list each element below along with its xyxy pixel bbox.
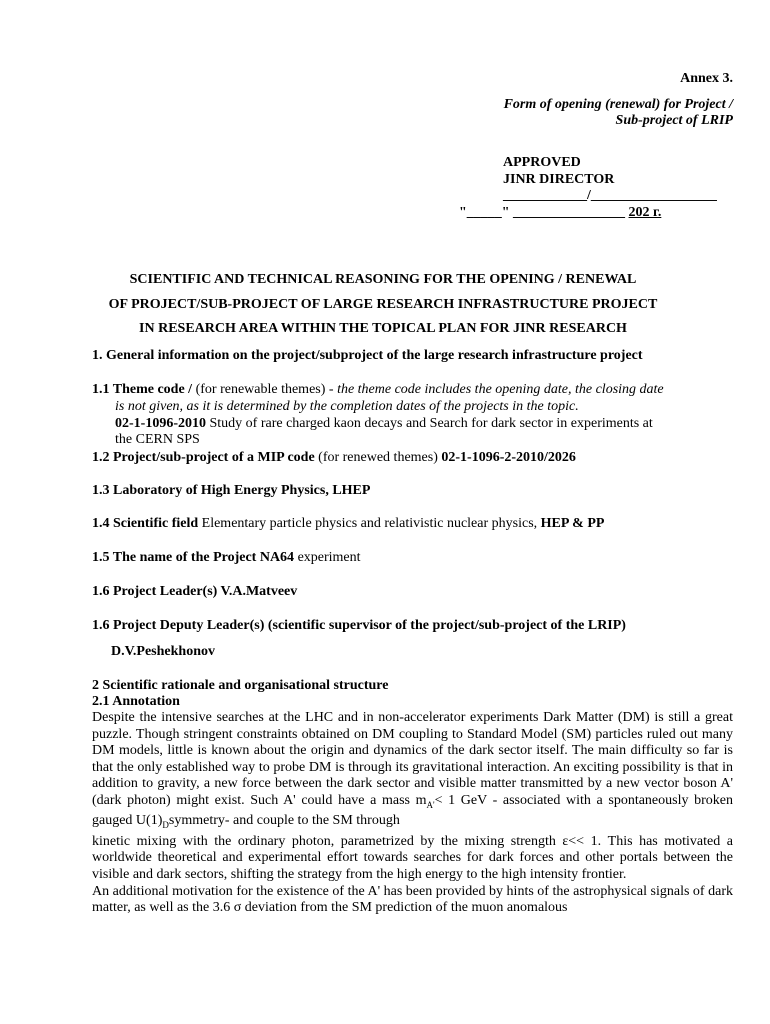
item-1-6-deputy: 1.6 Project Deputy Leader(s) (scientific supervisor of the project/sub-project of the LRIP) <box>92 618 626 633</box>
date-line-prefix: "_____" ________________ <box>459 205 626 220</box>
signature-line: ____________/__________________ <box>503 188 717 203</box>
annotation-heading: 2.1 Annotation <box>92 694 180 709</box>
item-1-1-desc-a: Study of rare charged kaon decays and Search for dark sector in experiments at <box>206 416 653 431</box>
doc-title-line-2: OF PROJECT/SUB-PROJECT OF LARGE RESEARCH INFRASTRUCTURE PROJECT <box>108 297 658 312</box>
section-1-heading: 1. General information on the project/subproject of the large research infrastructure project <box>92 348 643 363</box>
form-line-2: Sub-project of LRIP <box>615 113 733 128</box>
date-line <box>459 204 661 221</box>
item-1-1-line-1 <box>92 381 664 398</box>
subscript-a-prime: A' <box>426 799 435 810</box>
item-1-5-text: experiment <box>294 550 361 565</box>
form-line-1: Form of opening (renewal) for Project / <box>503 97 733 112</box>
annotation-body <box>92 710 733 917</box>
item-1-1-label: 1.1 Theme code / <box>92 382 193 397</box>
annotation-paragraph-1: Despite the intensive searches at the LHC and in non-accelerator experiments Dark Matter (DM) is still a great puzzle. Though stringent constraints obtained on DM coupling to Standard Model (SM) particles ruled out many DM models, little is known about the origin and dynamics of the dark sector itself. The main difficulty so far is that the only established way to probe DM is through its gravitational interaction. An exciting possibility is that in addition to gravity, a new force between the dark sector and visible matter transmitted by a new vector boson A' (dark photon) might exist. Such A' could have a mass $m_{A'}< 1$ GeV - associated with a spontaneously broken gauged $U(1)_Dsymmetry-$ and couple to the SM through <box>92 710 733 831</box>
annex-label: Annex 3. <box>680 71 733 86</box>
date-year: 202 г. <box>628 205 662 220</box>
item-1-4-label: 1.4 Scientific field <box>92 516 199 531</box>
doc-title-line-1: SCIENTIFIC AND TECHNICAL REASONING FOR THE OPENING / RENEWAL <box>129 272 637 287</box>
item-1-1-italic-b: is not given, as it is determined by the completion dates of the projects in the topic. <box>115 399 579 414</box>
item-1-3: 1.3 Laboratory of High Energy Physics, LHEP <box>92 483 371 498</box>
approved-label: APPROVED <box>503 155 581 170</box>
item-1-6-leader: 1.6 Project Leader(s) V.A.Matveev <box>92 584 298 599</box>
item-1-2-code: 02-1-1096-2-2010/2026 <box>441 450 576 465</box>
item-1-5-label: 1.5 The name of the Project NA64 <box>92 550 295 565</box>
item-1-2 <box>92 449 576 466</box>
item-1-1-code: 02-1-1096-2010 <box>115 416 206 431</box>
item-1-6-deputy-name: D.V.Peshekhonov <box>111 644 215 659</box>
item-1-1-line-3 <box>115 415 653 432</box>
doc-title-line-3: IN RESEARCH AREA WITHIN THE TOPICAL PLAN FOR JINR RESEARCH <box>139 321 627 336</box>
item-1-5 <box>92 549 361 566</box>
item-1-4 <box>92 515 604 532</box>
item-1-2-note: (for renewed themes) <box>314 450 442 465</box>
director-label: JINR DIRECTOR <box>503 172 615 187</box>
subscript-d: D <box>162 820 169 831</box>
item-1-4-tail: HEP & PP <box>540 516 605 531</box>
item-1-1-note: (for renewable themes) - <box>192 382 338 397</box>
item-1-1-desc-b: the CERN SPS <box>115 432 200 447</box>
item-1-2-label: 1.2 Project/sub-project of a MIP code <box>92 450 315 465</box>
item-1-4-text: Elementary particle physics and relativistic nuclear physics, <box>198 516 541 531</box>
item-1-1-italic-a: the theme code includes the opening date, the closing date <box>337 382 664 397</box>
annotation-paragraph-3: An additional motivation for the existence of the A' has been provided by hints of the astrophysical signals of dark matter, as well as the 3.6 σ deviation from the SM prediction of the muon anomalous <box>92 883 733 916</box>
section-2-heading: 2 Scientific rationale and organisational structure <box>92 678 389 693</box>
annotation-paragraph-2: kinetic mixing with the ordinary photon, parametrized by the mixing strength ε<< 1. This has motivated a worldwide theoretical and experimental effort towards searches for dark forces and other portals between the visible and dark sectors, shifting the strategy from the high energy to the high intensity frontier. <box>92 833 733 882</box>
